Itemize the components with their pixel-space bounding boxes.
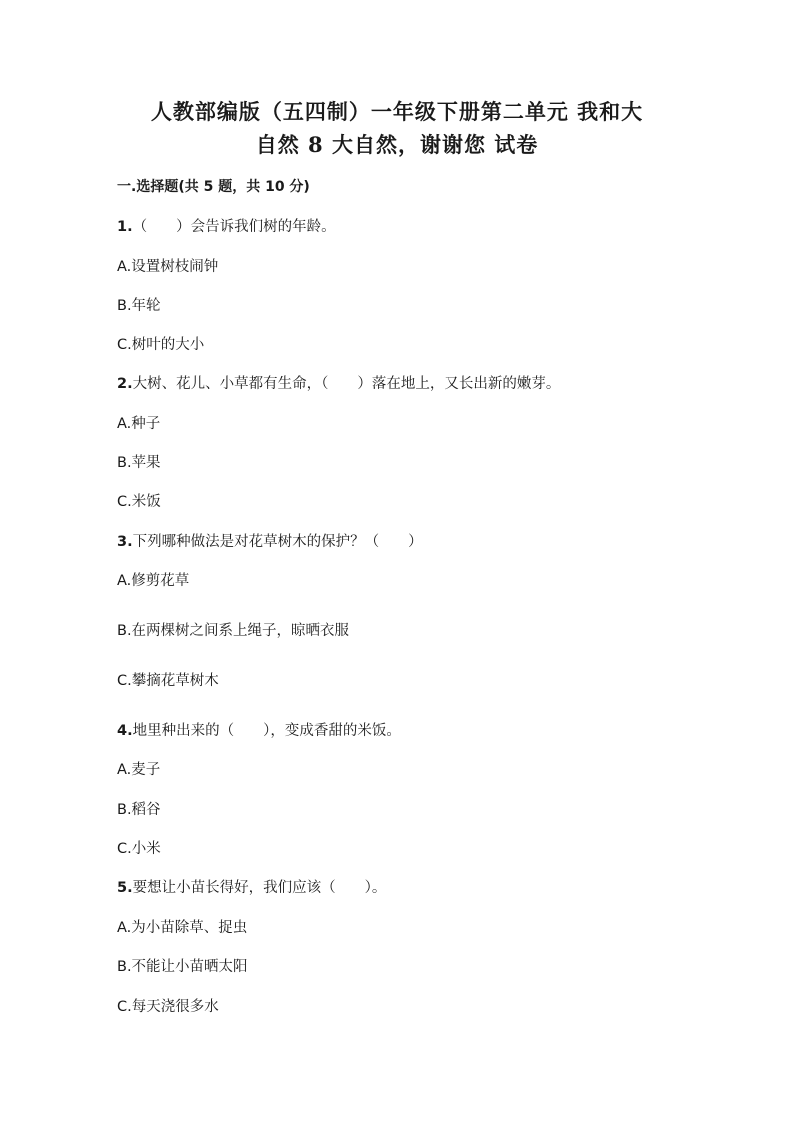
question-4	[117, 722, 401, 740]
question-1-option-a: A.设置树枝闹钟	[117, 259, 219, 275]
question-1-option-c: C.树叶的大小	[117, 337, 205, 353]
question-2-option-b: B.苹果	[117, 455, 161, 471]
question-1-stem: （ ）会告诉我们树的年龄。	[132, 219, 336, 235]
question-5-option-c: C.每天浇很多水	[117, 999, 219, 1015]
question-2-option-a: A.种子	[117, 416, 161, 432]
question-2-stem: 大树、花儿、小草都有生命，（ ）落在地上，又长出新的嫩芽。	[132, 376, 561, 392]
question-2	[117, 375, 560, 393]
question-5	[117, 879, 386, 897]
question-5-number: 5.	[117, 880, 133, 896]
question-4-option-b: B.稻谷	[117, 802, 161, 818]
question-1	[117, 218, 336, 236]
question-1-number: 1.	[117, 219, 133, 235]
question-3-option-a: A.修剪花草	[117, 573, 190, 589]
question-3	[117, 533, 423, 551]
question-1-option-b: B.年轮	[117, 298, 161, 314]
question-5-option-b: B.不能让小苗晒太阳	[117, 959, 248, 975]
exam-title-line-2: 自然 8 大自然，谢谢您 试卷	[255, 132, 539, 157]
question-4-option-c: C.小米	[117, 841, 161, 857]
question-4-number: 4.	[117, 723, 133, 739]
question-4-stem: 地里种出来的（ ），变成香甜的米饭。	[132, 723, 401, 739]
question-3-option-b: B.在两棵树之间系上绳子，晾晒衣服	[117, 623, 350, 639]
section-heading-multiple-choice: 一.选择题(共 5 题，共 10 分)	[117, 179, 310, 195]
question-2-number: 2.	[117, 376, 133, 392]
question-5-stem: 要想让小苗长得好，我们应该（ ）。	[132, 880, 387, 896]
question-2-option-c: C.米饭	[117, 494, 161, 510]
question-4-option-a: A.麦子	[117, 762, 161, 778]
question-3-stem: 下列哪种做法是对花草树木的保护？（ ）	[132, 534, 423, 550]
exam-title-line-1: 人教部编版（五四制）一年级下册第二单元 我和大	[150, 99, 644, 124]
question-3-number: 3.	[117, 534, 133, 550]
question-5-option-a: A.为小苗除草、捉虫	[117, 920, 248, 936]
question-3-option-c: C.攀摘花草树木	[117, 673, 219, 689]
